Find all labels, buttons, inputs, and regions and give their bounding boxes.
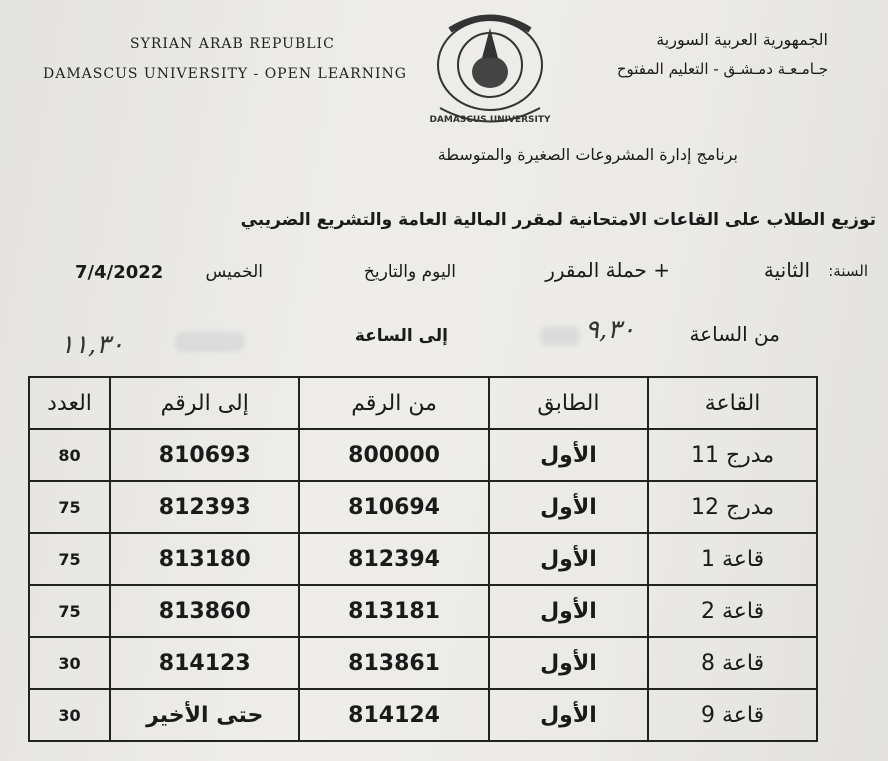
hall-cell: قاعة 1	[648, 533, 817, 585]
count-cell: 80	[29, 429, 110, 481]
from-number-cell: 800000	[299, 429, 488, 481]
from-number-cell: 814124	[299, 689, 488, 741]
to-time-label: إلى الساعة	[354, 326, 448, 346]
course-carriers: + حملة المقرر	[545, 258, 670, 282]
floor-cell: الأول	[489, 637, 648, 689]
from-number-cell: 810694	[299, 481, 488, 533]
table-row	[29, 481, 817, 533]
hall-cell: قاعة 2	[648, 585, 817, 637]
date-value: 7/4/2022	[75, 262, 164, 283]
header-hall: القاعة	[648, 377, 817, 429]
count-cell: 30	[29, 637, 110, 689]
university-logo	[420, 10, 560, 130]
year-label: السنة:	[828, 262, 868, 280]
header-floor: الطابق	[489, 377, 648, 429]
redaction-blur	[540, 326, 580, 346]
english-university-name: DAMASCUS UNIVERSITY - OPEN LEARNING	[43, 66, 407, 82]
arabic-country-name: الجمهورية العربية السورية	[656, 30, 828, 49]
day-date-label: اليوم والتاريخ	[363, 262, 456, 282]
hall-cell: مدرج 11	[648, 429, 817, 481]
to-time-handwritten: ١١,٣٠	[60, 330, 125, 360]
table-row	[29, 689, 817, 741]
count-cell: 75	[29, 481, 110, 533]
header-from-number: من الرقم	[299, 377, 488, 429]
page-title: توزيع الطلاب على القاعات الامتحانية لمقرر المالية العامة والتشريع الضريبي	[240, 210, 876, 230]
from-time-handwritten: ٩,٣٠	[585, 315, 636, 345]
header-count: العدد	[29, 377, 110, 429]
to-number-cell: 812393	[110, 481, 299, 533]
count-cell: 75	[29, 585, 110, 637]
floor-cell: الأول	[489, 533, 648, 585]
table-header-row	[29, 377, 817, 429]
hall-cell: قاعة 8	[648, 637, 817, 689]
logo-text: DAMASCUS UNIVERSITY	[429, 115, 551, 125]
to-number-cell: حتى الأخير	[110, 689, 299, 741]
table-row	[29, 429, 817, 481]
redaction-blur-2	[175, 332, 245, 352]
floor-cell: الأول	[489, 585, 648, 637]
to-number-cell: 814123	[110, 637, 299, 689]
floor-cell: الأول	[489, 689, 648, 741]
table-row	[29, 533, 817, 585]
hall-cell: قاعة 9	[648, 689, 817, 741]
to-number-cell: 813180	[110, 533, 299, 585]
from-number-cell: 812394	[299, 533, 488, 585]
to-number-cell: 810693	[110, 429, 299, 481]
english-country-name: SYRIAN ARAB REPUBLIC	[130, 36, 335, 52]
to-number-cell: 813860	[110, 585, 299, 637]
from-number-cell: 813181	[299, 585, 488, 637]
table-row	[29, 585, 817, 637]
floor-cell: الأول	[489, 481, 648, 533]
header-to-number: إلى الرقم	[110, 377, 299, 429]
count-cell: 30	[29, 689, 110, 741]
from-number-cell: 813861	[299, 637, 488, 689]
arabic-university-name: جـامـعـة دمـشـق - التعليم المفتوح	[616, 60, 828, 78]
year-value: الثانية	[763, 258, 810, 282]
count-cell: 75	[29, 533, 110, 585]
program-name: برنامج إدارة المشروعات الصغيرة والمتوسطة	[437, 145, 738, 164]
day-value: الخميس	[205, 262, 263, 282]
table-row	[29, 637, 817, 689]
floor-cell: الأول	[489, 429, 648, 481]
hall-cell: مدرج 12	[648, 481, 817, 533]
from-time-label: من الساعة	[689, 322, 780, 346]
hall-distribution-table	[28, 376, 818, 742]
